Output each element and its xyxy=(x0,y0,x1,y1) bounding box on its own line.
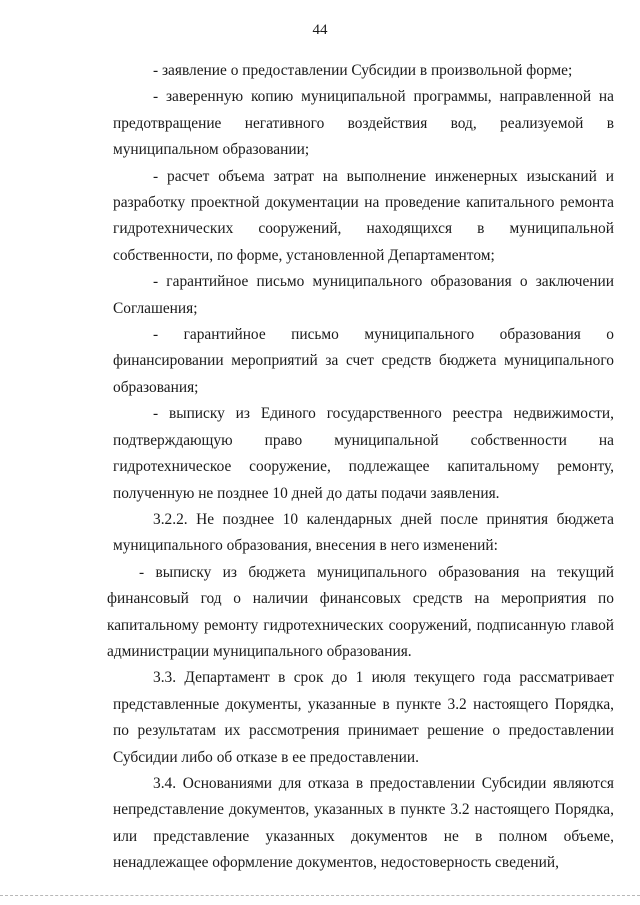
list-item-program-copy: - заверенную копию муниципальной программы, направленной на предотвращение негативного воздействия вод, реализуемой в муниципальном образовании; xyxy=(113,88,614,159)
page-number: 44 xyxy=(312,22,328,38)
clause-3-2-2: 3.2.2. Не позднее 10 календарных дней после принятия бюджета муниципального образования, внесения в него изменений: xyxy=(113,510,614,555)
list-item-guarantee-financing: - гарантийное письмо муниципального образования о финансировании мероприятий за счет средств бюджета муниципального образования; xyxy=(113,326,614,396)
list-item-cost-calculation: - расчет объема затрат на выполнение инженерных изысканий и разработку проектной документации на проведение капитального ремонта гидротехнических сооружений, находящихся в муниципальной собственности, по форме, установленной Департаментом; xyxy=(113,167,614,264)
document-body xyxy=(107,58,614,877)
list-item-budget-extract-text: - выписку из бюджета муниципального образования на текущий финансовый год о наличии финансовых средств на мероприятия по капитальному ремонту гидротехнических сооружений, подписанную главой администрации муниципального образования. xyxy=(107,563,614,660)
list-item-application: - заявление о предоставлении Субсидии в произвольной форме; xyxy=(153,62,573,79)
list-item-guarantee-agreement: - гарантийное письмо муниципального образования о заключении Соглашения; xyxy=(113,273,614,317)
clause-3-3: 3.3. Департамент в срок до 1 июля текущего года рассматривает представленные документы, указанные в пункте 3.2 настоящего Порядка, по результатам их рассмотрения принимает решение о предоставлении Субсидии либо об отказе в ее предоставлении. xyxy=(113,669,614,766)
list-item-budget-extract xyxy=(107,560,614,666)
scan-bottom-edge xyxy=(0,895,640,896)
list-item-registry-extract: - выписку из Единого государственного реестра недвижимости, подтверждающую право муниципальной собственности на гидротехническое сооружение, подлежащее капитальному ремонту, полученную не позднее 10 дней до даты подачи заявления. xyxy=(113,405,614,502)
clause-3-4: 3.4. Основаниями для отказа в предоставлении Субсидии являются непредставление документов, указанных в пункте 3.2 настоящего Порядка, или представление указанных документов не в полном объеме, ненадлежащее оформление документов, недостоверность сведений, xyxy=(113,774,614,872)
